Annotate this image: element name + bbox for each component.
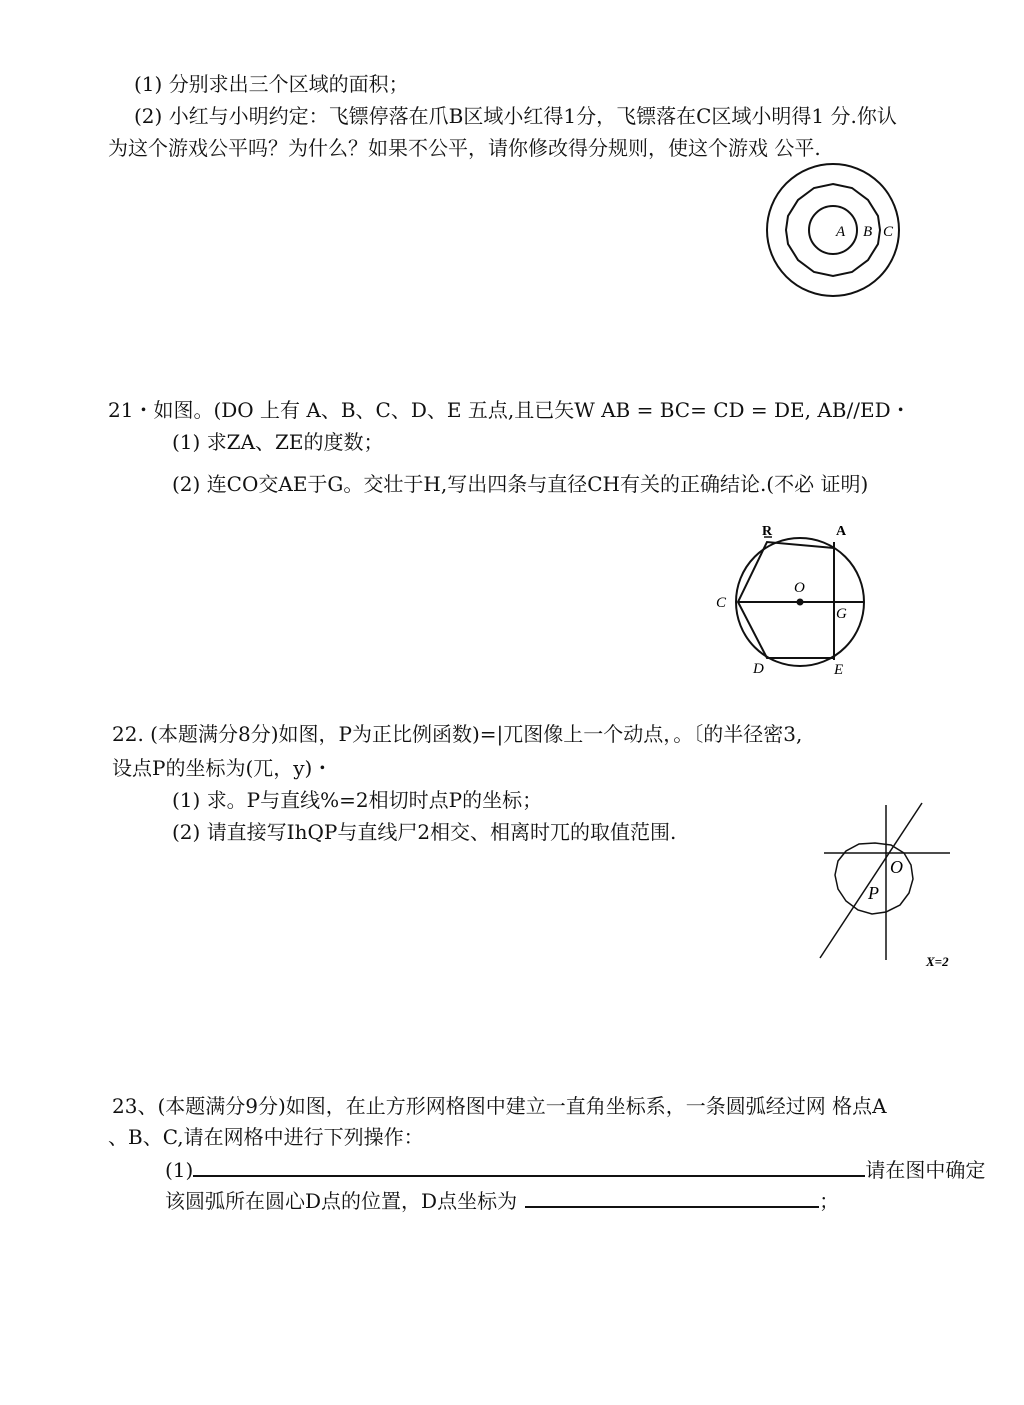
point-a-label: A	[836, 524, 847, 539]
point-r-label: R	[762, 524, 773, 539]
q20-part2: (2) 小红与小明约定：飞镖停落在爪B区域小红得1分，飞镖落在C区域小明得1 分.你认	[134, 104, 897, 128]
q23-end-punct: ；	[819, 1189, 840, 1213]
point-p-label: P	[868, 883, 879, 903]
q23-center-coordinate-prompt: 该圆弧所在圆心D点的位置，D点坐标为	[165, 1189, 518, 1213]
point-e-label: E	[834, 662, 844, 678]
q21-stem: 21・如图。(DO 上有 A、B、C、D、E 五点,且已矢W AB = BC= CD = DE, AB//ED・	[108, 398, 911, 422]
line-x-eq-2-label: X=2	[926, 954, 949, 969]
region-b-label: B	[863, 224, 873, 240]
q22-part1: (1) 求。P与直线%=2相切时点P的坐标；	[172, 788, 543, 812]
point-g-label: G	[836, 606, 847, 622]
q22-stem: 22. (本题满分8分)如图，P为正比例函数)=|兀图像上一个动点，。〔的半径密3,	[112, 722, 803, 746]
q21-part1: (1) 求ZA、ZE的度数；	[172, 430, 384, 454]
q21-part2: (2) 连CO交AE于G。交壮于H,写出四条与直径CH有关的正确结论.(不必 证明)	[172, 472, 869, 496]
q23-stem: 23、(本题满分9分)如图，在止方形网格图中建立一直角坐标系，一条圆弧经过网 格点A	[112, 1094, 887, 1118]
q23-part1-continued	[165, 1186, 839, 1214]
point-c-label: C	[716, 595, 727, 611]
point-o-label: O	[794, 580, 805, 596]
q20-part2-continued: 为这个游戏公平吗？为什么？如果不公平，请你修改得分规则，使这个游戏 公平.	[108, 136, 821, 160]
q22-stem-continued: 设点P的坐标为(兀，y)・	[112, 756, 333, 780]
q23-stem-continued: 、B、C,请在网格中进行下列操作：	[108, 1125, 424, 1149]
circle-pentagon-figure	[712, 520, 877, 680]
q23-part1	[165, 1155, 985, 1183]
q23-part1-text: 请在图中确定	[865, 1158, 986, 1182]
point-d-label: D	[753, 661, 764, 677]
region-a-label: A	[836, 224, 846, 240]
region-c-label: C	[883, 224, 894, 240]
q23-part1-number: (1)	[165, 1158, 194, 1182]
q20-part1: (1) 分别求出三个区域的面积；	[134, 72, 409, 96]
origin-o-label: O	[890, 857, 903, 877]
proportional-function-figure	[810, 795, 980, 975]
q22-part2: (2) 请直接写IhQP与直线尸2相交、相离时兀的取值范围.	[172, 820, 677, 844]
target-figure	[760, 160, 910, 305]
answer-blank-1[interactable]	[193, 1155, 865, 1177]
answer-blank-2[interactable]	[525, 1186, 819, 1208]
